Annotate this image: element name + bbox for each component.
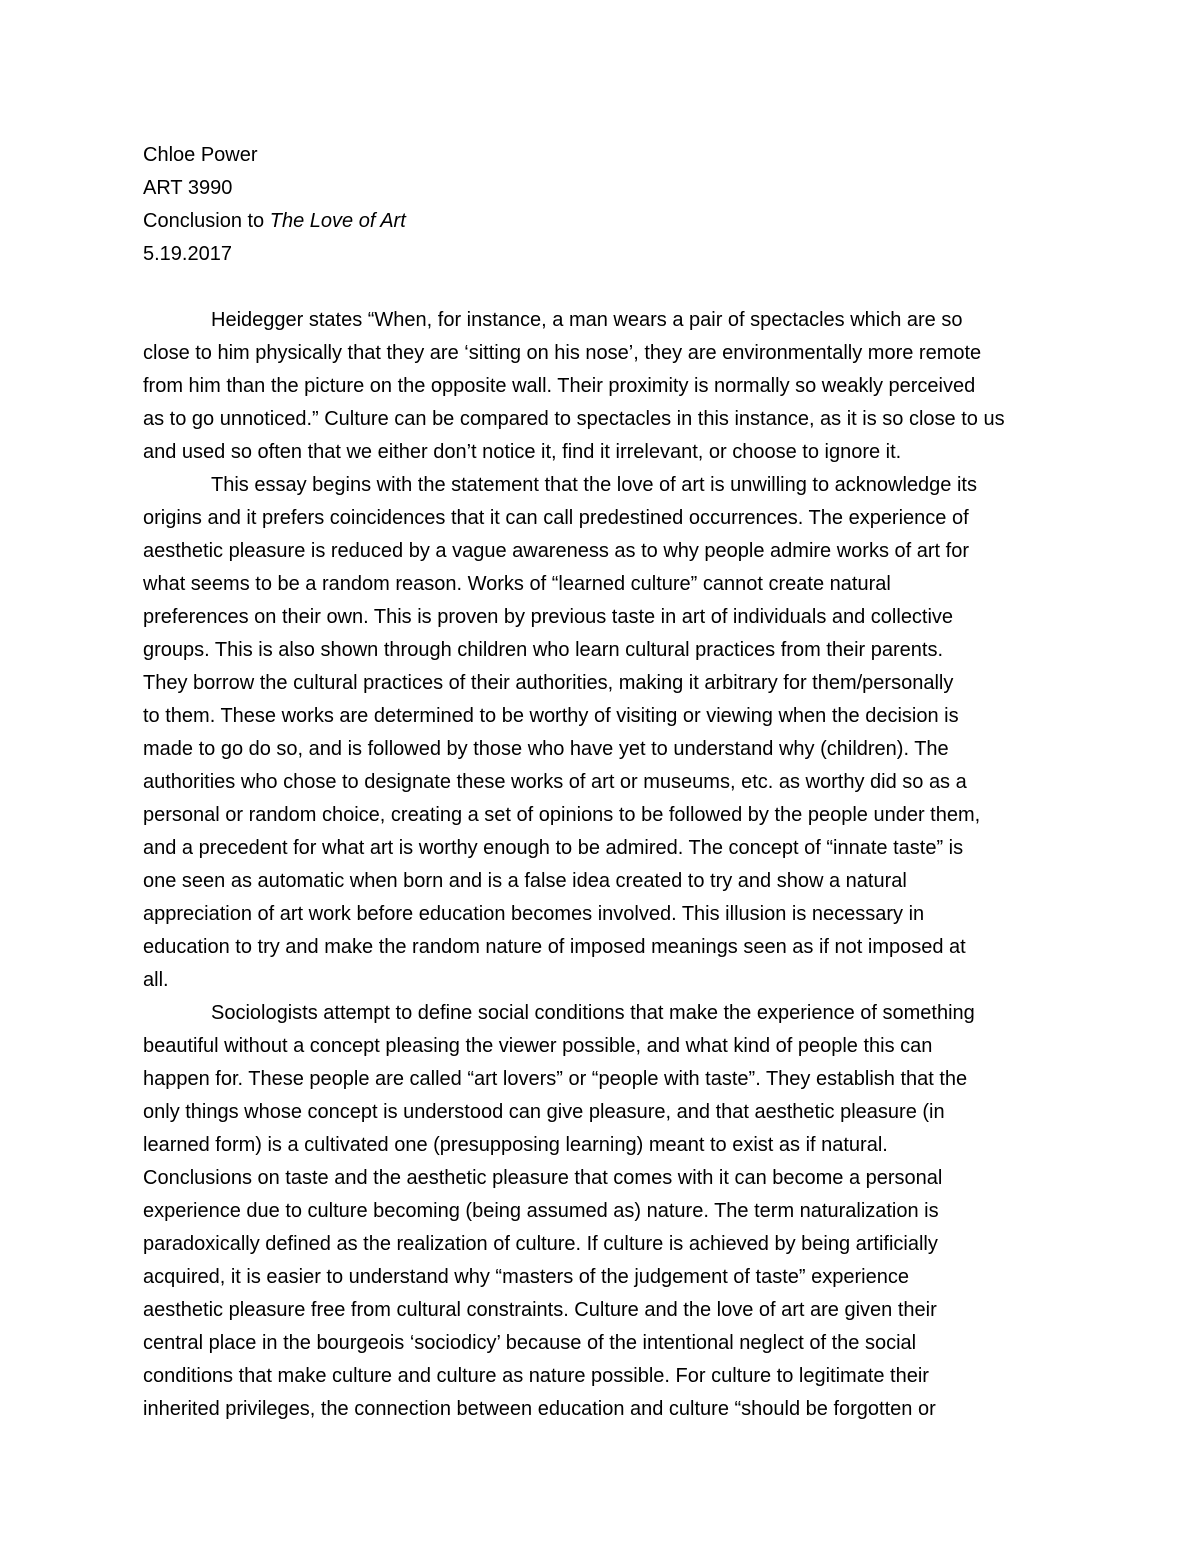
paragraph-line: This essay begins with the statement that the love of art is unwilling to acknowledge its [211, 474, 977, 496]
paragraph-line: happen for. These people are called “art lovers” or “people with taste”. They establish that the [143, 1068, 968, 1090]
paragraph-line: acquired, it is easier to understand why “masters of the judgement of taste” experience [143, 1266, 909, 1288]
document-body [143, 139, 1063, 1426]
paragraph [143, 997, 1063, 1426]
paragraph-line: Heidegger states “When, for instance, a man wears a pair of spectacles which are so [211, 309, 963, 331]
paragraph-line: preferences on their own. This is proven by previous taste in art of individuals and collective [143, 606, 954, 628]
paragraph-line: authorities who chose to designate these works of art or museums, etc. as worthy did so as a [143, 771, 967, 793]
paragraph-line: paradoxically defined as the realization of culture. If culture is achieved by being artificially [143, 1233, 938, 1255]
paragraph-line: origins and it prefers coincidences that it can call predestined occurrences. The experience of [143, 507, 969, 529]
paragraph [143, 304, 1063, 469]
paragraph [143, 469, 1063, 997]
paragraph-line: appreciation of art work before education becomes involved. This illusion is necessary in [143, 903, 925, 925]
paragraph-line: from him than the picture on the opposite wall. Their proximity is normally so weakly perceived [143, 375, 976, 397]
essay-title-prefix: Conclusion to [143, 210, 270, 232]
course-code: ART 3990 [143, 177, 233, 199]
paragraph-line: and used so often that we either don’t notice it, find it irrelevant, or choose to ignore it. [143, 441, 902, 463]
essay-title-book: The Love of Art [269, 210, 406, 232]
paragraph-line: experience due to culture becoming (being assumed as) nature. The term naturalization is [143, 1200, 939, 1222]
essay-paragraphs [143, 304, 1063, 1426]
paragraph-line: They borrow the cultural practices of their authorities, making it arbitrary for them/personally [143, 672, 954, 694]
paragraph-line: aesthetic pleasure free from cultural constraints. Culture and the love of art are given their [143, 1299, 937, 1321]
essay-title [143, 205, 1063, 238]
paragraph-line: close to him physically that they are ‘sitting on his nose’, they are environmentally more remote [143, 342, 982, 364]
paragraph-line: groups. This is also shown through children who learn cultural practices from their parents. [143, 639, 944, 661]
paragraph-line: Sociologists attempt to define social conditions that make the experience of something [211, 1002, 975, 1024]
paragraph-line: and a precedent for what art is worthy enough to be admired. The concept of “innate taste” is [143, 837, 964, 859]
paragraph-line: what seems to be a random reason. Works of “learned culture” cannot create natural [143, 573, 891, 595]
author-name: Chloe Power [143, 144, 258, 166]
paragraph-line: learned form) is a cultivated one (presupposing learning) meant to exist as if natural. [143, 1134, 888, 1156]
paragraph-line: all. [143, 969, 169, 991]
paragraph-line: made to go do so, and is followed by those who have yet to understand why (children). The [143, 738, 949, 760]
paragraph-line: as to go unnoticed.” Culture can be compared to spectacles in this instance, as it is so close to us [143, 408, 1005, 430]
blank-line [143, 271, 1063, 304]
paragraph-line: one seen as automatic when born and is a false idea created to try and show a natural [143, 870, 907, 892]
paragraph-line: only things whose concept is understood can give pleasure, and that aesthetic pleasure (in [143, 1101, 945, 1123]
paragraph-line: to them. These works are determined to be worthy of visiting or viewing when the decision is [143, 705, 959, 727]
paragraph-line: conditions that make culture and culture as nature possible. For culture to legitimate their [143, 1365, 929, 1387]
paragraph-line: central place in the bourgeois ‘sociodicy’ because of the intentional neglect of the social [143, 1332, 917, 1354]
essay-date: 5.19.2017 [143, 243, 232, 265]
paragraph-line: Conclusions on taste and the aesthetic pleasure that comes with it can become a personal [143, 1167, 943, 1189]
paragraph-line: personal or random choice, creating a set of opinions to be followed by the people under them, [143, 804, 981, 826]
paragraph-line: inherited privileges, the connection between education and culture “should be forgotten or [143, 1398, 936, 1420]
paragraph-line: aesthetic pleasure is reduced by a vague awareness as to why people admire works of art for [143, 540, 969, 562]
paragraph-line: education to try and make the random nature of imposed meanings seen as if not imposed at [143, 936, 966, 958]
paragraph-line: beautiful without a concept pleasing the viewer possible, and what kind of people this can [143, 1035, 933, 1057]
